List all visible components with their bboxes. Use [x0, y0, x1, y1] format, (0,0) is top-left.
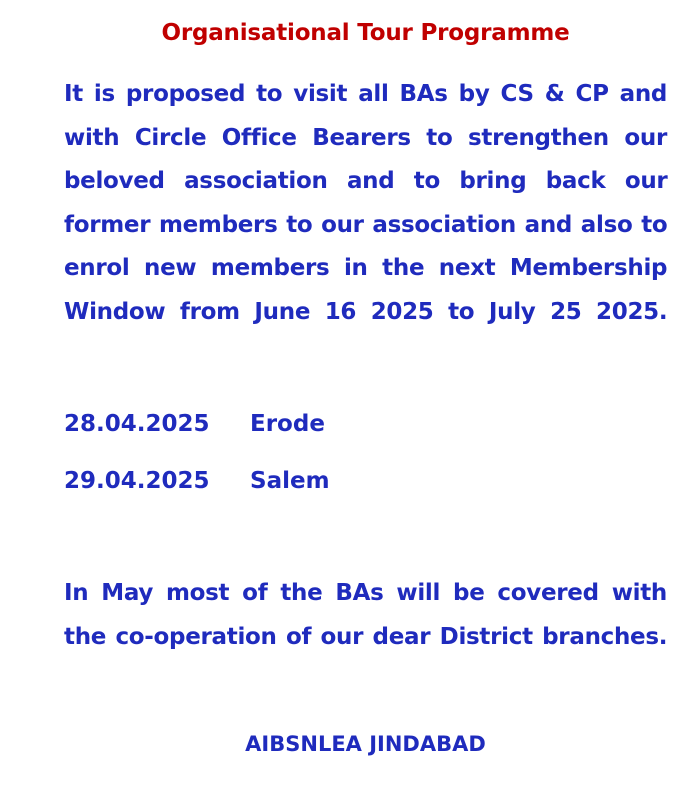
page-title: Organisational Tour Programme — [161, 20, 570, 46]
closing-paragraph — [64, 572, 667, 659]
intro-paragraph — [64, 73, 667, 334]
schedule-place: Salem — [250, 468, 330, 494]
footer-slogan: AIBSNLEA JINDABAD — [245, 732, 486, 756]
closing-line: the co-operation of our dear District branches. — [64, 623, 668, 650]
schedule-place: Erode — [250, 411, 325, 437]
intro-line: beloved association and to bring back our — [64, 168, 668, 194]
intro-line: enrol new members in the next Membership — [64, 255, 668, 281]
intro-line: with Circle Office Bearers to strengthen our — [64, 124, 667, 151]
schedule-row — [64, 404, 330, 461]
tour-schedule — [64, 404, 330, 518]
intro-line: Window from June 16 2025 to July 25 2025. — [64, 298, 668, 325]
schedule-date: 28.04.2025 — [64, 411, 210, 437]
schedule-date: 29.04.2025 — [64, 468, 210, 494]
closing-line: In May most of the BAs will be covered with — [64, 580, 667, 606]
schedule-row — [64, 461, 330, 518]
intro-line: former members to our association and also to — [64, 211, 668, 238]
intro-line: It is proposed to visit all BAs by CS & CP and — [64, 81, 668, 107]
